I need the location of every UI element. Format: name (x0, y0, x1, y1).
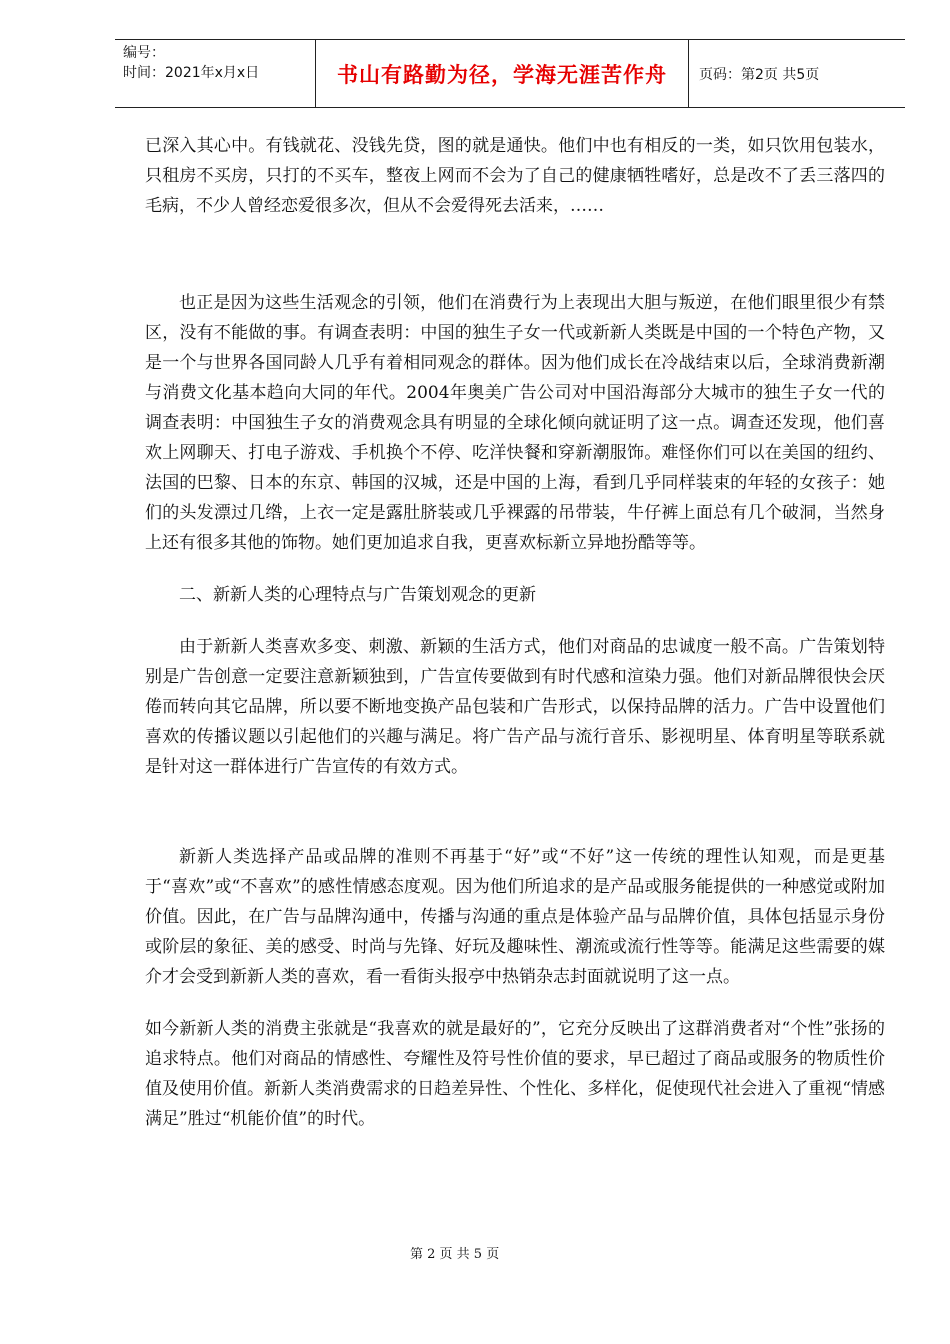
paragraph-continued: 已深入其心中。有钱就花、没钱先贷，图的就是通快。他们中也有相反的一类，如只饮用包装水，只租房不买房，只打的不买车，整夜上网而不会为了自己的健康牺牲嗜好，总是改不了丢三落四的毛病，不少人曾经恋爱很多次，但从不会爱得死去活来，…… (145, 136, 885, 216)
header-motto: 书山有路勤为径，学海无涯苦作舟 (316, 40, 689, 107)
page-header (115, 39, 905, 108)
paragraph: 如今新新人类的消费主张就是“我喜欢的就是最好的”，它充分反映出了这群消费者对“个性”张扬的追求特点。他们对商品的情感性、夸耀性及符号性价值的要求，早已超过了商品或服务的物质性价值及使用价值。新新人类消费需求的日趋差异性、个性化、多样化，促使现代社会进入了重视“情感满足”胜过“机能价值”的时代。 (145, 1019, 885, 1129)
paragraph: 新新人类选择产品或品牌的准则不再基于“好”或“不好”这一传统的理性认知观，而是更基于“喜欢”或“不喜欢”的感性情感态度观。因为他们所追求的是产品或服务能提供的一种感觉或附加价值。因此，在广告与品牌沟通中，传播与沟通的重点是体验产品与品牌价值，具体包括显示身份或阶层的象征、美的感受、时尚与先锋、好玩及趣味性、潮流或流行性等等。能满足这些需要的媒介才会受到新新人类的喜欢，看一看街头报亭中热销杂志封面就说明了这一点。 (145, 847, 885, 987)
section-heading: 二、新新人类的心理特点与广告策划观念的更新 (179, 585, 536, 605)
document-number-label: 编号： (123, 45, 165, 61)
paragraph: 由于新新人类喜欢多变、刺激、新颖的生活方式，他们对商品的忠诚度一般不高。广告策划特别是广告创意一定要注意新颖独到，广告宣传要做到有时代感和渲染力强。他们对新品牌很快会厌倦而转向其它品牌，所以要不断地变换产品包装和广告形式，以保持品牌的活力。广告中设置他们喜欢的传播议题以引起他们的兴趣与满足。将广告产品与流行音乐、影视明星、体育明星等联系就是针对这一群体进行广告宣传的有效方式。 (145, 637, 885, 777)
document-time-label: 时间：2021年x月x日 (123, 65, 260, 81)
header-meta-cell (115, 40, 316, 107)
page-footer: 第 2 页 共 5 页 (410, 1247, 500, 1262)
document-body (145, 131, 885, 1134)
paragraph: 也正是因为这些生活观念的引领，他们在消费行为上表现出大胆与叛逆，在他们眼里很少有禁区，没有不能做的事。有调查表明：中国的独生子女一代或新新人类既是中国的一个特色产物，又是一个与世界各国同龄人几乎有着相同观念的群体。因为他们成长在冷战结束以后，全球消费新潮与消费文化基本趋向大同的年代。2004年奥美广告公司对中国沿海部分大城市的独生子女一代的调查表明：中国独生子女的消费观念具有明显的全球化倾向就证明了这一点。调查还发现，他们喜欢上网聊天、打电子游戏、手机换个不停、吃洋快餐和穿新潮服饰。难怪你们可以在美国的纽约、法国的巴黎、日本的东京、韩国的汉城，还是中国的上海，看到几乎同样装束的年轻的女孩子：她们的头发漂过几绺，上衣一定是露肚脐装或几乎裸露的吊带装，牛仔裤上面总有几个破洞，当然身上还有很多其他的饰物。她们更加追求自我，更喜欢标新立异地扮酷等等。 (145, 293, 885, 553)
header-page-number: 页码：第2页 共5页 (699, 66, 820, 83)
